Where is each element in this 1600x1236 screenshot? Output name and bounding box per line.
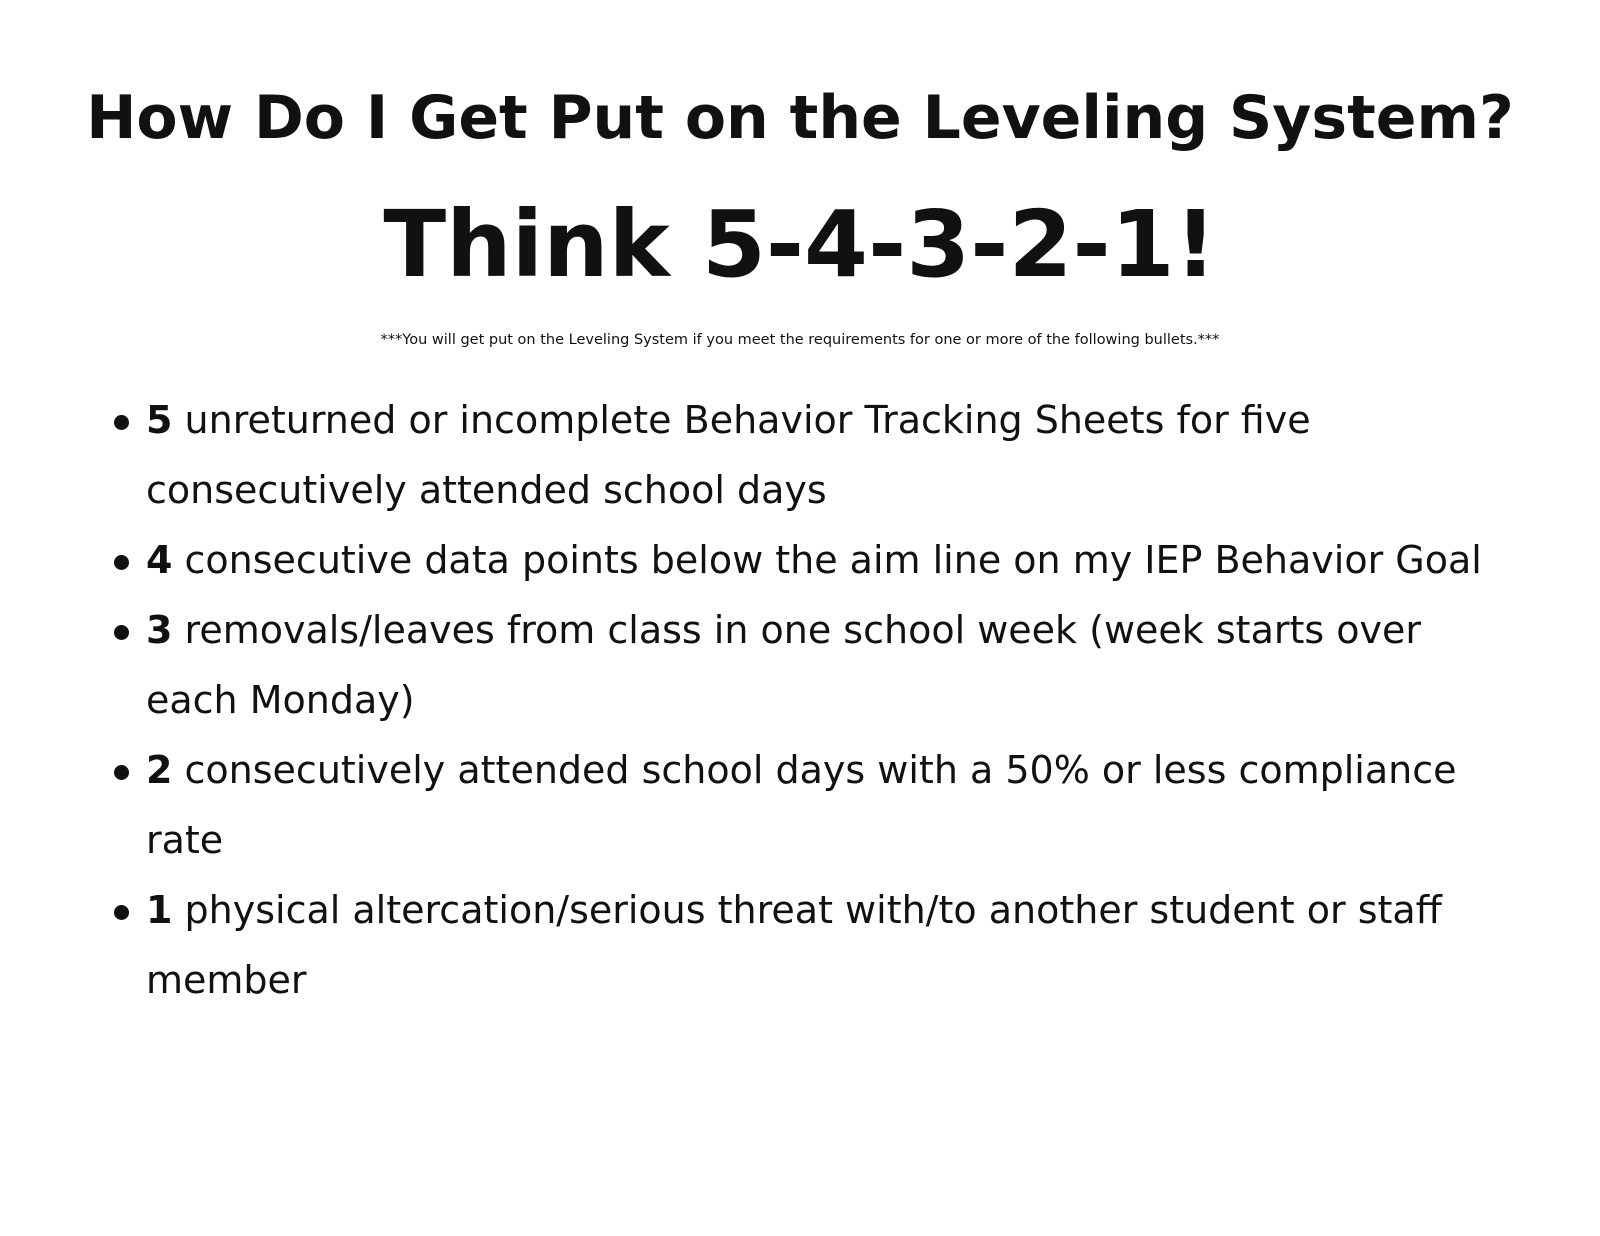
item-number: 5 xyxy=(146,398,173,442)
item-text: consecutively attended school days with a 50% or less compliance rate xyxy=(146,748,1457,862)
item-text: unreturned or incomplete Behavior Tracking Sheets for five consecutively attended school days xyxy=(146,398,1311,512)
item-number: 1 xyxy=(146,888,173,932)
bullet-icon xyxy=(114,415,129,430)
list-item xyxy=(108,595,1508,735)
bullet-icon xyxy=(114,555,129,570)
bullet-icon xyxy=(114,765,129,780)
item-number: 3 xyxy=(146,608,173,652)
requirements-note: ***You will get put on the Leveling System if you meet the requirements for one or more of the following bullets.*** xyxy=(380,332,1220,348)
page-title: How Do I Get Put on the Leveling System? xyxy=(86,83,1514,153)
bullet-icon xyxy=(114,905,129,920)
bullet-icon xyxy=(114,625,129,640)
list-item xyxy=(108,525,1508,595)
item-number: 2 xyxy=(146,748,173,792)
requirements-list xyxy=(108,385,1508,1015)
list-item xyxy=(108,385,1508,525)
item-text: physical altercation/serious threat with/to another student or staff member xyxy=(146,888,1442,1002)
page-subtitle: Think 5-4-3-2-1! xyxy=(383,191,1217,298)
item-text: consecutive data points below the aim line on my IEP Behavior Goal xyxy=(172,538,1482,582)
list-item xyxy=(108,735,1508,875)
item-number: 4 xyxy=(146,538,173,582)
list-item xyxy=(108,875,1508,1015)
item-text: removals/leaves from class in one school week (week starts over each Monday) xyxy=(146,608,1421,722)
